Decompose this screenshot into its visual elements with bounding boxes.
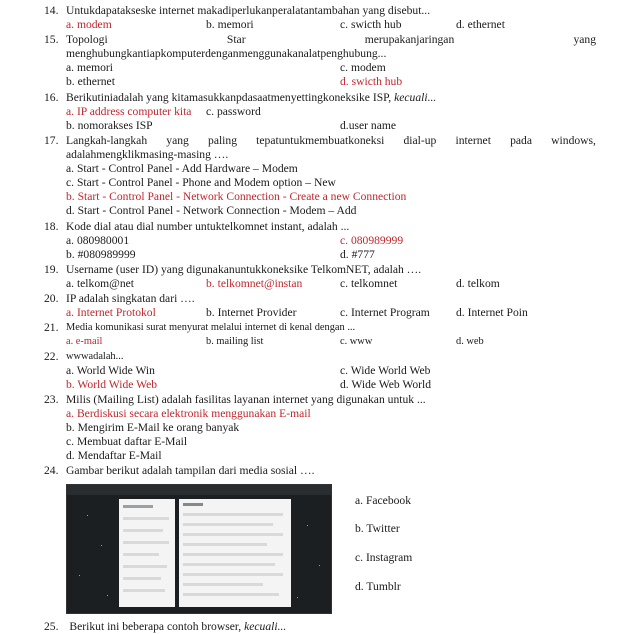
option-b[interactable]: b. telkomnet@instan <box>206 277 303 290</box>
question-text: Milis (Mailing List) adalah fasilitas layanan internet yang digunakan untuk ... <box>66 393 426 406</box>
question-number: 17. <box>44 134 59 147</box>
option-d[interactable]: d. web <box>456 336 484 347</box>
option-c[interactable]: c. Membuat daftar E-Mail <box>66 435 188 448</box>
option-c[interactable]: c. Internet Program <box>340 306 430 319</box>
question-25 <box>44 620 286 634</box>
question-number: 14. <box>44 4 59 17</box>
question-text: Media komunikasi surat menyurat melalui internet di kenal dengan ... <box>66 322 356 333</box>
question-16 <box>44 91 596 133</box>
option-b[interactable]: b. Mengirim E-Mail ke orang banyak <box>66 421 240 434</box>
question-text: IP adalah singkatan dari …. <box>66 292 195 305</box>
option-a[interactable]: a. World Wide Win <box>66 364 155 377</box>
option-c[interactable]: c. telkomnet <box>340 277 398 290</box>
option-d[interactable]: d. Wide Web World <box>340 378 432 391</box>
question-text: Username (user ID) yang digunakanuntukkoneksike TelkomNET, adalah …. <box>66 263 422 276</box>
question-14 <box>44 4 596 32</box>
option-a[interactable]: a. Facebook <box>355 494 412 507</box>
option-b[interactable]: b. memori <box>206 18 254 31</box>
option-d[interactable]: d. Tumblr <box>355 580 401 593</box>
question-text: Langkah-langkah yang paling tepatuntukmembuatkoneksi dial-up internet pada windows, <box>66 134 596 147</box>
question-number: 22. <box>44 350 59 363</box>
option-b[interactable]: b. Twitter <box>355 522 400 535</box>
option-c[interactable]: c. Instagram <box>355 551 413 564</box>
option-b[interactable]: b. ethernet <box>66 75 115 88</box>
question-text: Berikut ini beberapa contoh browser, kecuali... <box>69 620 287 633</box>
question-text: Berikutiniadalah yang kitamasukkanpdasaatmenyettingkoneksike ISP, kecuali... <box>66 91 437 104</box>
question-text: Kode dial atau dial number untuktelkomnet instant, adalah ... <box>66 220 350 233</box>
option-b[interactable]: b. nomorakses ISP <box>66 119 153 132</box>
question-text: Topologi Star merupakanjaringan yang <box>66 33 596 46</box>
question-23 <box>44 393 596 463</box>
question-number: 19. <box>44 263 59 276</box>
option-c[interactable]: c. swicth hub <box>340 18 402 31</box>
option-a[interactable]: a. Internet Protokol <box>66 306 156 319</box>
option-c[interactable]: c. Wide World Web <box>340 364 431 377</box>
option-a[interactable]: a. Berdiskusi secara elektronik menggunakan E-mail <box>66 407 311 420</box>
option-c[interactable]: c. www <box>340 336 373 347</box>
option-d[interactable]: d. #777 <box>340 248 375 261</box>
question-20 <box>44 292 596 320</box>
option-b[interactable]: b. World Wide Web <box>66 378 158 391</box>
question-number: 15. <box>44 33 59 46</box>
question-21 <box>44 321 596 349</box>
option-c[interactable]: c. Start - Control Panel - Phone and Modem option – New <box>66 176 336 189</box>
option-b[interactable]: b. #080989999 <box>66 248 136 261</box>
option-d[interactable]: d. Mendaftar E-Mail <box>66 449 162 462</box>
question-number: 16. <box>44 91 59 104</box>
option-a[interactable]: a. Start - Control Panel - Add Hardware – Modem <box>66 162 298 175</box>
question-24 <box>44 464 596 478</box>
question-number: 25. <box>44 620 59 633</box>
option-a[interactable]: a. 080980001 <box>66 234 130 247</box>
question-15 <box>44 33 596 89</box>
option-d[interactable]: d. ethernet <box>456 18 505 31</box>
question-18 <box>44 220 596 262</box>
question-19 <box>44 263 596 291</box>
option-d[interactable]: d.user name <box>340 119 397 132</box>
option-c[interactable]: c. modem <box>340 61 386 74</box>
option-d[interactable]: d. telkom <box>456 277 500 290</box>
option-c[interactable]: c. password <box>206 105 261 118</box>
question-text-line-2: menghubungkantiapkomputerdenganmenggunakanalatpenghubung... <box>66 47 387 60</box>
question-number: 21. <box>44 321 59 334</box>
question-22 <box>44 350 596 392</box>
option-d[interactable]: d. swicth hub <box>340 75 403 88</box>
question-17 <box>44 134 596 218</box>
option-a[interactable]: a. memori <box>66 61 114 74</box>
social-media-screenshot <box>66 484 332 614</box>
option-b[interactable]: b. Start - Control Panel - Network Connection - Create a new Connection <box>66 190 407 203</box>
question-number: 24. <box>44 464 59 477</box>
option-a[interactable]: a. e-mail <box>66 336 103 347</box>
question-number: 20. <box>44 292 59 305</box>
question-text: Gambar berikut adalah tampilan dari media sosial …. <box>66 464 315 477</box>
option-a[interactable]: a. IP address computer kita <box>66 105 192 118</box>
option-b[interactable]: b. Internet Provider <box>206 306 297 319</box>
option-d[interactable]: d. Start - Control Panel - Network Connection - Modem – Add <box>66 204 357 217</box>
question-text: wwwadalah... <box>66 351 124 362</box>
option-a[interactable]: a. modem <box>66 18 112 31</box>
question-number: 18. <box>44 220 59 233</box>
option-c[interactable]: c. 080989999 <box>340 234 404 247</box>
question-number: 23. <box>44 393 59 406</box>
option-a[interactable]: a. telkom@net <box>66 277 134 290</box>
question-text-line-2: adalahmengklikmasing-masing …. <box>66 148 229 161</box>
option-d[interactable]: d. Internet Poin <box>456 306 528 319</box>
question-text: Untukdapatakseske internet makadiperlukanperalatantambahan yang disebut... <box>66 4 431 17</box>
option-b[interactable]: b. mailing list <box>206 336 264 347</box>
top-nav-bar <box>67 485 331 495</box>
